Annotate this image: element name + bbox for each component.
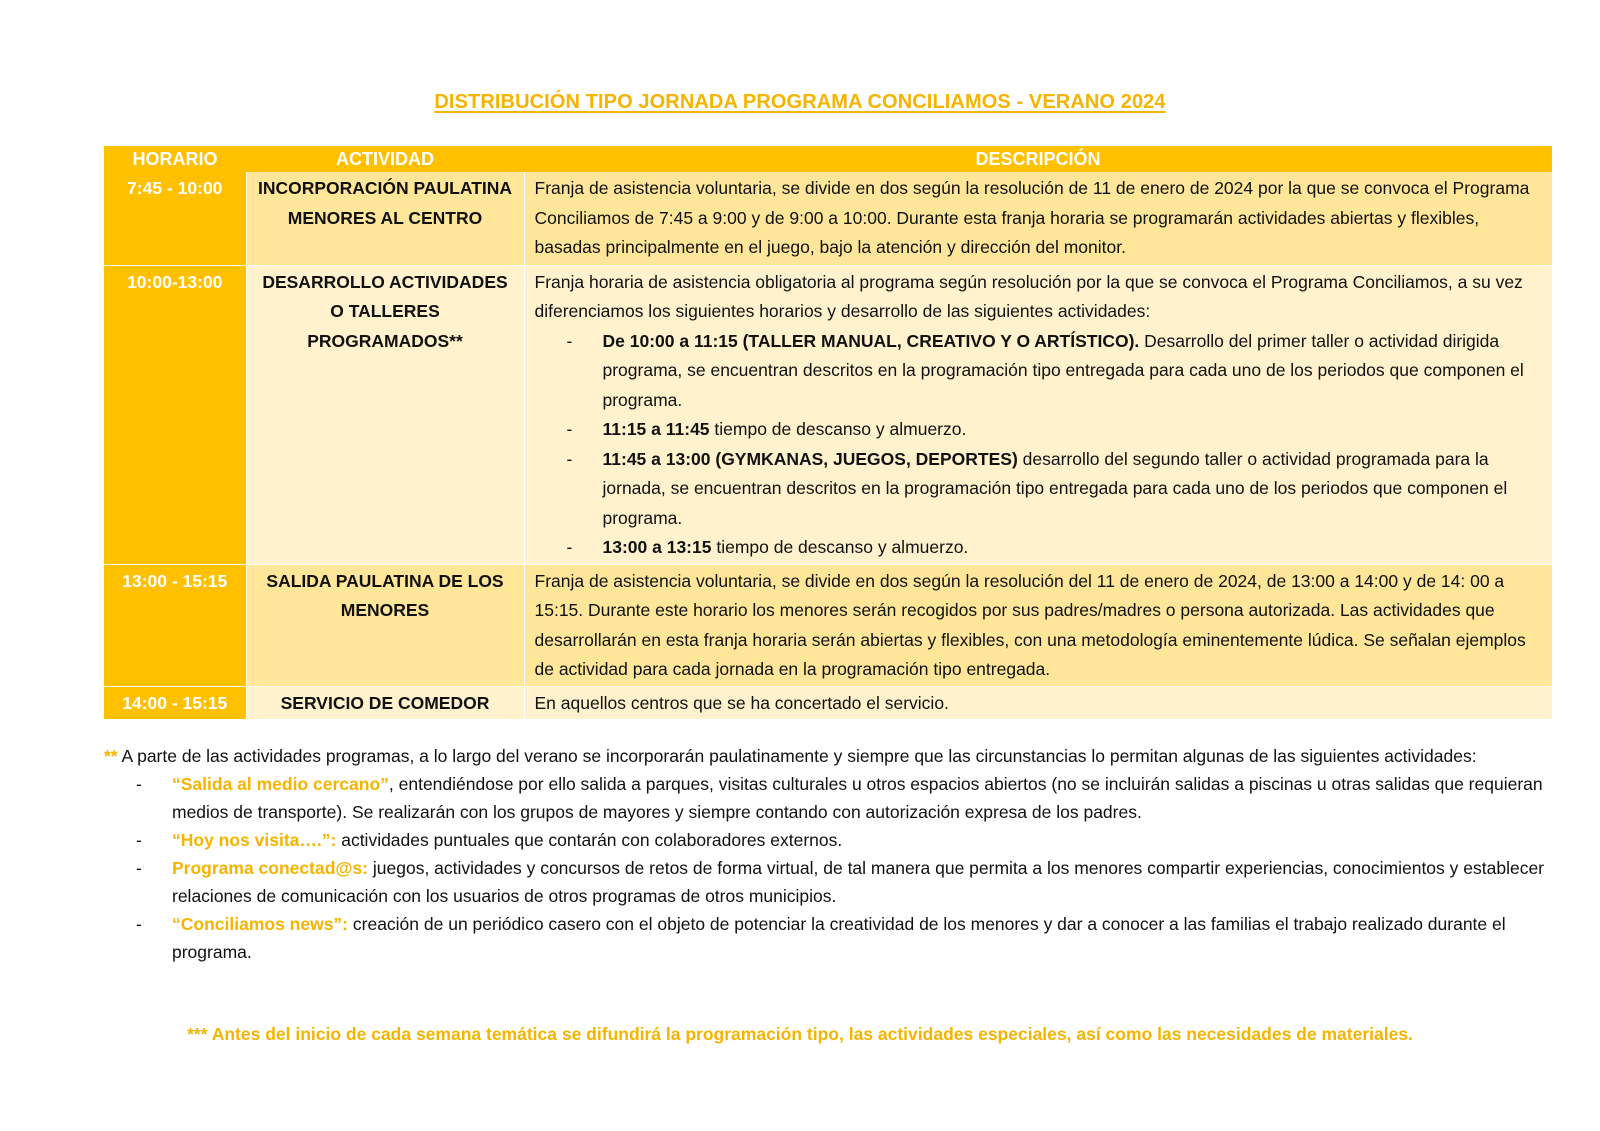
table-header-row	[104, 146, 1552, 172]
note-text: creación de un periódico casero con el objeto de potenciar la creatividad de los menores y dar a conocer a las familias el trabajo realizado durante el programa.	[172, 914, 1506, 962]
row-description: Franja de asistencia voluntaria, se divide en dos según la resolución del 11 de enero de 2024, de 13:00 a 14:00 y de 14: 00 a 15:15. Durante este horario los menores serán recogidos por sus padres/madres o persona autorizada. Las actividades que desarrollarán en esta franja horaria serán abiertas y flexibles, con una metodología eminentemente lúdica. Se señalan ejemplos de actividad para cada jornada en la programación tipo entregada.	[524, 564, 1552, 686]
note-highlight: “Hoy nos visita….”:	[172, 830, 337, 850]
list-item	[104, 854, 1564, 910]
header-horario: HORARIO	[104, 146, 246, 172]
list-item	[535, 415, 1542, 445]
note-text: , entendiéndose por ello salida a parques, visitas culturales u otros espacios abiertos (no se incluirán salidas a piscinas u otras salidas que requieran medios de transporte). Se realizarán con los grupos de mayores y siempre contando con autorización expresa de los padres.	[172, 774, 1543, 822]
note-text: juegos, actividades y concursos de retos de forma virtual, de tal manera que permita a los menores compartir experiencias, conocimientos y establecer relaciones de comunicación con los usuarios de otros programas de otros municipios.	[172, 858, 1545, 906]
item-time-bold: 13:00 a 13:15	[602, 537, 712, 557]
notes-stars: **	[104, 746, 118, 766]
notes-list	[104, 770, 1564, 966]
list-item	[535, 327, 1542, 416]
row-activity: INCORPORACIÓN PAULATINA MENORES AL CENTRO	[246, 172, 524, 265]
item-text: desarrollo del segundo taller o actividad programada para la jornada, se encuentran descritos en la programación tipo entregada para cada uno de los periodos que componen el programa.	[602, 448, 1508, 528]
row-activity: SERVICIO DE COMEDOR	[246, 686, 524, 719]
item-text: tiempo de descanso y almuerzo.	[709, 419, 967, 439]
final-note: *** Antes del inicio de cada semana temática se difundirá la programación tipo, las actividades especiales, así como las necesidades de materiales.	[187, 1024, 1413, 1044]
header-descripcion: DESCRIPCIÓN	[524, 146, 1552, 172]
table-row	[104, 564, 1552, 686]
note-highlight: “Salida al medio cercano”	[172, 774, 389, 794]
page-title: DISTRIBUCIÓN TIPO JORNADA PROGRAMA CONCILIAMOS - VERANO 2024	[434, 91, 1166, 113]
row-time: 13:00 - 15:15	[104, 564, 246, 686]
header-actividad: ACTIVIDAD	[246, 146, 524, 172]
note-highlight: Programa conectad@s:	[172, 858, 369, 878]
notes-intro-line	[104, 742, 1564, 770]
schedule-sublist	[535, 327, 1542, 563]
notes-section	[104, 742, 1564, 966]
row-description: En aquellos centros que se ha concertado el servicio.	[524, 686, 1552, 719]
row-description-block	[524, 265, 1552, 564]
item-text: tiempo de descanso y almuerzo.	[711, 537, 969, 557]
item-time-bold: 11:15 a 11:45	[602, 419, 710, 439]
item-time-bold: 11:45 a 13:00 (GYMKANAS, JUEGOS, DEPORTES)	[602, 448, 1018, 469]
note-highlight: “Conciliamos news”:	[172, 914, 349, 934]
row-time: 14:00 - 15:15	[104, 686, 246, 719]
item-text: Desarrollo del primer taller o actividad dirigida programa, se encuentran descritos en la programación tipo entregada para cada uno de los periodos que componen el programa.	[602, 330, 1524, 410]
notes-intro: A parte de las actividades programas, a lo largo del verano se incorporarán paulatinamente y siempre que las circunstancias lo permitan algunas de las siguientes actividades:	[117, 746, 1477, 766]
list-item	[104, 826, 1564, 854]
table-row	[104, 265, 1552, 564]
list-item	[104, 770, 1564, 826]
row-activity: DESARROLLO ACTIVIDADES O TALLERES PROGRAMADOS**	[246, 265, 524, 564]
row-time: 7:45 - 10:00	[104, 172, 246, 265]
row-time: 10:00-13:00	[104, 265, 246, 564]
list-item	[535, 533, 1542, 563]
list-item	[535, 445, 1542, 534]
list-item	[104, 910, 1564, 966]
schedule-table	[104, 146, 1553, 719]
row-description: Franja horaria de asistencia obligatoria al programa según resolución por la que se convoca el Programa Conciliamos, a su vez diferenciamos los siguientes horarios y desarrollo de las siguientes actividades:	[534, 271, 1523, 321]
row-activity: SALIDA PAULATINA DE LOS MENORES	[246, 564, 524, 686]
note-text: actividades puntuales que contarán con colaboradores externos.	[336, 830, 843, 850]
table-row	[104, 686, 1552, 719]
item-time-bold: De 10:00 a 11:15 (TALLER MANUAL, CREATIVO Y O ARTÍSTICO).	[602, 330, 1140, 351]
row-description: Franja de asistencia voluntaria, se divide en dos según la resolución de 11 de enero de 2024 por la que se convoca el Programa Conciliamos de 7:45 a 9:00 y de 9:00 a 10:00. Durante esta franja horaria se programarán actividades abiertas y flexibles, basadas principalmente en el juego, bajo la atención y dirección del monitor.	[524, 172, 1552, 265]
table-row	[104, 172, 1552, 265]
